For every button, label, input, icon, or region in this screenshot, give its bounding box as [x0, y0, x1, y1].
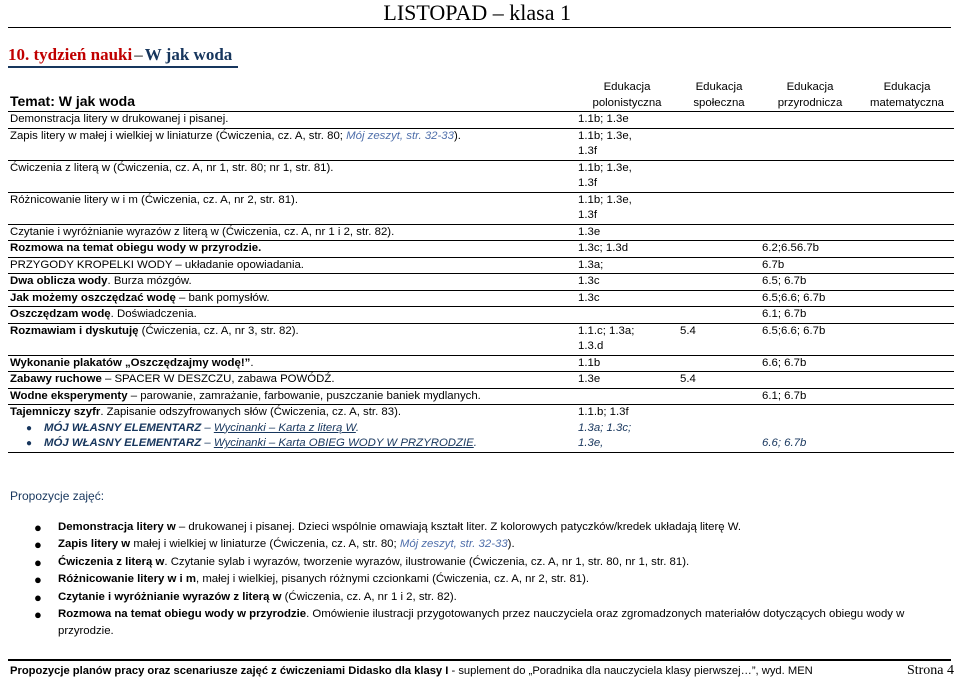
table-row: [8, 388, 954, 405]
prz-cell: 6.2;6.56.7b: [760, 241, 860, 258]
pol-cell: 1.1b; 1.3e: [576, 112, 678, 129]
prz-cell: 6.5;6.6; 6.7b: [760, 323, 860, 355]
plan-table-wrap: [8, 80, 954, 453]
activity-cell: Zapis litery w małej i wielkiej w liniaturze (Ćwiczenia, cz. A, str. 80; Mój zeszyt, str. 32-33).: [8, 128, 576, 160]
spo-cell: 5.4: [678, 323, 760, 355]
pol-cell: 1.3e: [576, 372, 678, 389]
table-row: [8, 241, 954, 258]
activity-cell: Oszczędzam wodę. Doświadczenia.: [8, 307, 576, 324]
bullet-icon: ●: [34, 607, 42, 623]
pol-cell: 1.3c; 1.3d: [576, 241, 678, 258]
table-row: [8, 274, 954, 291]
activity-cell: Dwa oblicza wody. Burza mózgów.: [8, 274, 576, 291]
table-row: [8, 405, 954, 421]
prz-cell: 6.5;6.6; 6.7b: [760, 290, 860, 307]
pol-cell: 1.3a; 1.3c;: [578, 421, 632, 434]
table-row: [8, 192, 954, 224]
table-row: [8, 307, 954, 324]
table-row: [8, 257, 954, 274]
prz-cell: 6.1; 6.7b: [760, 388, 860, 405]
bullet-icon: ●: [34, 537, 42, 553]
pol-cell: 1.1b; 1.3e, 1.3f: [576, 160, 678, 192]
activity-cell: Czytanie i wyróżnianie wyrazów z literą w (Ćwiczenia, cz. A, nr 1 i 2, str. 82).: [8, 224, 576, 241]
week-underline: [8, 66, 238, 68]
pol-cell: 1.1b: [576, 355, 678, 372]
bullet-icon: ●: [26, 422, 33, 434]
pol-cell: 1.3e,: [578, 437, 604, 449]
pol-cell: 1.3a;: [576, 257, 678, 274]
pol-cell: 1.1.c; 1.3a; 1.3.d: [576, 323, 678, 355]
table-header-row: [8, 80, 954, 112]
page-number: Strona 4: [906, 663, 954, 678]
week-number: 10. tydzień nauki: [8, 45, 133, 64]
table-row: [8, 160, 954, 192]
spo-cell: 5.4: [678, 372, 760, 389]
zeszyt-link[interactable]: Mój zeszyt, str. 32-33: [346, 129, 454, 142]
prz-cell: 6.6; 6.7b: [762, 437, 807, 449]
proposals-list: [34, 519, 940, 641]
week-dash: –: [134, 45, 143, 64]
activity-cell: Demonstracja litery w drukowanej i pisanej.: [8, 112, 576, 129]
table-row: [8, 421, 954, 437]
theme-cell: [8, 80, 576, 112]
pol-cell: 1.1b; 1.3e, 1.3f: [576, 192, 678, 224]
week-topic: W jak woda: [144, 45, 233, 64]
karta-link[interactable]: Wycinanki – Karta z literą W: [213, 421, 356, 434]
list-item: ● Demonstracja litery w – drukowanej i pisanej. Dzieci wspólnie omawiają kształt liter. Z kolorowych patyczków/kredek układają literę W.: [34, 520, 742, 535]
col-matematyczna: Edukacja matematyczna: [869, 81, 945, 109]
footer-title: Propozycje planów pracy oraz scenariusze zajęć z ćwiczeniami Didasko dla klasy I: [10, 665, 449, 677]
list-item: ● Zapis litery w małej i wielkiej w liniaturze (Ćwiczenia, cz. A, str. 80; Mój zeszyt, str. 32-33).: [34, 537, 515, 553]
pol-cell: 1.3e: [576, 224, 678, 241]
activity-cell: Różnicowanie litery w i m (Ćwiczenia, cz. A, nr 2, str. 81).: [8, 192, 576, 224]
table-bottom-rule: [8, 452, 954, 453]
activity-cell: Wykonanie plakatów „Oszczędzajmy wodę!”.: [8, 355, 576, 372]
list-item: ● Czytanie i wyróżnianie wyrazów z literą w (Ćwiczenia, cz. A, nr 1 i 2, str. 82).: [34, 589, 457, 605]
prz-cell: 6.7b: [760, 257, 860, 274]
prz-cell: 6.1; 6.7b: [760, 307, 860, 324]
pol-cell: 1.3c: [576, 274, 678, 291]
karta-link[interactable]: Wycinanki – Karta OBIEG WODY W PRZYRODZIE: [213, 437, 474, 449]
activity-cell: ● MÓJ WŁASNY ELEMENTARZ – Wycinanki – Karta z literą W.: [8, 421, 576, 437]
header-title: LISTOPAD – klasa 1: [383, 0, 571, 25]
activity-cell: PRZYGODY KROPELKI WODY – układanie opowiadania.: [8, 257, 576, 274]
activity-cell: Wodne eksperymenty – parowanie, zamrażanie, farbowanie, puszczanie baniek mydlanych.: [8, 388, 576, 405]
list-item: ● Różnicowanie litery w i m, małej i wielkiej, pisanych różnymi czcionkami (Ćwiczenia, cz. A, nr 2, str. 81).: [34, 572, 590, 588]
table-row: [8, 128, 954, 160]
table-row: [8, 112, 954, 129]
pol-cell: 1.1.b; 1.3f: [576, 405, 678, 421]
activity-cell: Rozmowa na temat obiegu wody w przyrodzie.: [8, 241, 576, 258]
header-rule: [8, 27, 951, 28]
page-footer: [10, 665, 954, 677]
bullet-icon: ●: [26, 438, 33, 449]
table-row: [8, 290, 954, 307]
week-title: [8, 45, 232, 65]
col-polonistyczna: Edukacja polonistyczna: [592, 81, 662, 109]
col-przyrodnicza: Edukacja przyrodnicza: [777, 81, 843, 109]
activity-cell: Rozmawiam i dyskutuję (Ćwiczenia, cz. A, nr 3, str. 82).: [8, 323, 576, 355]
footer-rule: [8, 659, 951, 661]
pol-cell: 1.1b; 1.3e, 1.3f: [576, 128, 678, 160]
list-item: ● Rozmowa na temat obiegu wody w przyrodzie. Omówienie ilustracji przygotowanych przez nauczyciela oraz zgromadzonych materiałów dotyczących obiegu wody w przyrodzie.: [34, 607, 905, 638]
proposals-heading: Propozycje zajęć:: [10, 489, 105, 503]
bullet-icon: ●: [34, 554, 42, 570]
prz-cell: 6.5; 6.7b: [760, 274, 860, 291]
col-spoleczna: Edukacja społeczna: [693, 81, 745, 109]
activity-cell: Ćwiczenia z literą w (Ćwiczenia, cz. A, nr 1, str. 80; nr 1, str. 81).: [8, 160, 576, 192]
bullet-icon: ●: [34, 572, 42, 588]
activity-cell: Zabawy ruchowe – SPACER W DESZCZU, zabawa POWÓDŹ.: [8, 372, 576, 389]
table-row: [8, 323, 954, 355]
table-row: [8, 355, 954, 372]
list-item: ● Ćwiczenia z literą w. Czytanie sylab i wyrazów, tworzenie wyrazów, ilustrowanie (Ćwiczenia, cz. A, nr 1, str. 80, nr 1, str. 81).: [34, 554, 690, 570]
activity-cell: Tajemniczy szyfr. Zapisanie odszyfrowanych słów (Ćwiczenia, cz. A, str. 83).: [8, 405, 576, 421]
footer-text: - suplement do „Poradnika dla nauczyciela klasy pierwszej…”, wyd. MEN: [448, 665, 813, 677]
bullet-icon: ●: [34, 589, 42, 605]
pol-cell: 1.3c: [576, 290, 678, 307]
table-row: [8, 436, 954, 452]
zeszyt-link[interactable]: Mój zeszyt, str. 32-33: [399, 538, 508, 551]
activity-cell: Jak możemy oszczędzać wodę – bank pomysłów.: [8, 290, 576, 307]
plan-table: [8, 80, 954, 453]
table-row: [8, 372, 954, 389]
theme-title: Temat: W jak woda: [10, 92, 135, 109]
page-header: [0, 0, 959, 29]
bullet-icon: ●: [34, 520, 42, 535]
activity-cell: ● MÓJ WŁASNY ELEMENTARZ – Wycinanki – Karta OBIEG WODY W PRZYRODZIE.: [8, 436, 576, 452]
prz-cell: 6.6; 6.7b: [760, 355, 860, 372]
table-row: [8, 224, 954, 241]
